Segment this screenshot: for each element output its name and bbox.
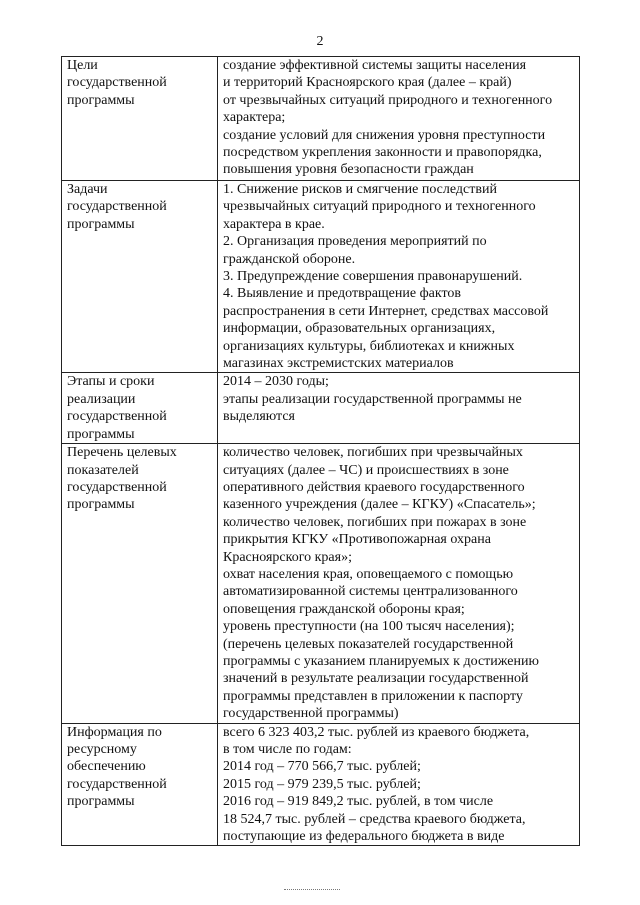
value-line: посредством укрепления законности и правопорядка, <box>223 145 542 161</box>
value-line: Красноярского края»; <box>223 549 352 565</box>
value-line: ситуациях (далее – ЧС) и происшествиях в зоне <box>223 462 509 478</box>
value-line: значений в результате реализации государственной <box>223 671 529 687</box>
footer-dotted-mark <box>284 889 340 890</box>
row-label-cell <box>62 723 218 846</box>
value-line: оповещения гражданской обороны края; <box>223 601 465 617</box>
table-row <box>62 181 580 373</box>
value-line: 3. Предупреждение совершения правонарушений. <box>223 269 523 285</box>
label-line: Информация по <box>67 724 162 740</box>
label-line: Цели <box>67 58 98 73</box>
value-line: 2014 год – 770 566,7 тыс. рублей; <box>223 759 421 775</box>
label-line: программы <box>67 794 135 810</box>
value-line: 18 524,7 тыс. рублей – средства краевого бюджета, <box>223 811 526 827</box>
value-line: уровень преступности (на 100 тысяч населения); <box>223 619 515 635</box>
row-label-cell <box>62 57 218 181</box>
value-line: повышения уровня безопасности граждан <box>223 162 474 178</box>
label-line: государственной <box>67 479 167 495</box>
row-value-cell <box>218 723 580 846</box>
row-label-cell <box>62 444 218 724</box>
value-line: организациях культуры, библиотеках и книжных <box>223 338 515 354</box>
value-line: количество человек, погибших при пожарах в зоне <box>223 514 527 530</box>
value-line: чрезвычайных ситуаций природного и техногенного <box>223 199 536 215</box>
label-line: государственной <box>67 199 167 215</box>
table-body <box>62 57 580 846</box>
value-line: оперативного действия краевого государственного <box>223 479 525 495</box>
value-line: и территорий Красноярского края (далее – край) <box>223 75 512 91</box>
value-line: 4. Выявление и предотвращение фактов <box>223 286 462 302</box>
table-row <box>62 373 580 444</box>
value-line: в том числе по годам: <box>223 742 352 757</box>
value-line: 2014 – 2030 годы; <box>223 374 329 390</box>
label-line: показателей <box>67 462 139 478</box>
table-row <box>62 57 580 181</box>
row-value-cell <box>218 181 580 373</box>
value-line: гражданской обороне. <box>223 251 356 267</box>
value-line: 2016 год – 919 849,2 тыс. рублей, в том числе <box>223 794 494 810</box>
value-line: программы с указанием планируемых к достижению <box>223 653 539 669</box>
value-line: создание эффективной системы защиты населения <box>223 58 527 73</box>
value-line: (перечень целевых показателей государственной <box>223 636 514 652</box>
row-value-cell <box>218 373 580 444</box>
value-line: выделяются <box>223 409 295 425</box>
row-value-cell <box>218 444 580 724</box>
value-line: казенного учреждения (далее – КГКУ) «Спасатель»; <box>223 497 536 513</box>
value-line: 2015 год – 979 239,5 тыс. рублей; <box>223 776 421 792</box>
value-line: всего 6 323 403,2 тыс. рублей из краевого бюджета, <box>223 724 530 740</box>
value-line: охват населения края, оповещаемого с помощью <box>223 566 514 582</box>
value-line: 2. Организация проведения мероприятий по <box>223 234 487 250</box>
value-line: от чрезвычайных ситуаций природного и техногенного <box>223 92 553 108</box>
label-line: реализации <box>67 391 136 407</box>
value-line: поступающие из федерального бюджета в виде <box>223 829 505 845</box>
label-line: Перечень целевых <box>67 445 177 461</box>
row-value-cell <box>218 57 580 181</box>
value-line: создание условий для снижения уровня преступности <box>223 127 546 143</box>
table-row <box>62 444 580 724</box>
value-line: характера в крае. <box>223 216 325 232</box>
value-line: магазинах экстремистских материалов <box>223 356 454 372</box>
value-line: распространения в сети Интернет, средствах массовой <box>223 303 549 319</box>
row-label-cell <box>62 373 218 444</box>
label-line: государственной <box>67 409 167 425</box>
value-line: характера; <box>223 110 286 126</box>
label-line: программы <box>67 497 135 513</box>
program-passport-table <box>61 56 580 846</box>
page-number: 2 <box>316 34 324 49</box>
label-line: Задачи <box>67 182 108 197</box>
value-line: государственной программы) <box>223 706 399 722</box>
label-line: программы <box>67 216 135 232</box>
label-line: ресурсному <box>67 742 137 757</box>
row-label-cell <box>62 181 218 373</box>
label-line: программы <box>67 92 135 108</box>
value-line: прикрытия КГКУ «Противопожарная охрана <box>223 532 491 548</box>
label-line: обеспечению <box>67 759 146 775</box>
value-line: 1. Снижение рисков и смягчение последствий <box>223 182 497 197</box>
label-line: Этапы и сроки <box>67 374 155 390</box>
value-line: количество человек, погибших при чрезвычайных <box>223 445 523 461</box>
value-line: информации, образовательных организациях, <box>223 321 496 337</box>
label-line: программы <box>67 426 135 442</box>
table-row <box>62 723 580 846</box>
label-line: государственной <box>67 776 167 792</box>
value-line: этапы реализации государственной программы не <box>223 391 522 407</box>
value-line: программы представлен в приложении к паспорту <box>223 688 523 704</box>
label-line: государственной <box>67 75 167 91</box>
value-line: автоматизированной системы централизованного <box>223 584 518 600</box>
